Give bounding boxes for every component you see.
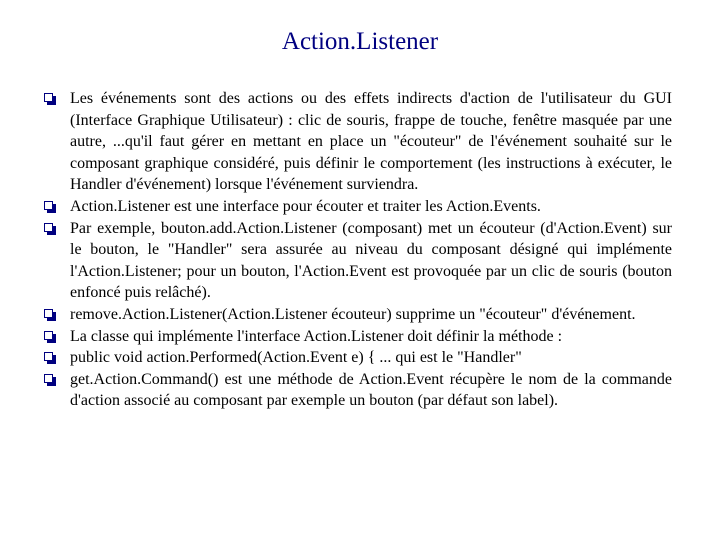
bullet-item — [44, 347, 672, 369]
bullet-text: Action.Listener est une interface pour écouter et traiter les Action.Events. — [70, 197, 541, 215]
slide-title: Action.Listener — [281, 28, 439, 55]
bullet-list — [44, 88, 672, 412]
bullet-item — [44, 88, 672, 196]
square-bullet-icon — [44, 223, 53, 232]
square-bullet-icon — [44, 309, 53, 318]
bullet-text: public void action.Performed(Action.Event e) { ... qui est le "Handler" — [70, 349, 522, 367]
square-bullet-icon — [44, 201, 53, 210]
bullet-text: Les événements sont des actions ou des effets indirects d'action de l'utilisateur du GUI (Interface Graphique Utilisateur) : clic de souris, frappe de touche, fenêtre masquée par une autre, ...qu'il faut gérer en mettant en place un "écouteur" de l'événement souhaité sur le composant graphique considéré, puis définir le comportement (les instructions à exécuter, le Handler d'événement) lorsque l'événement surviendra. — [70, 90, 672, 194]
square-bullet-icon — [44, 93, 53, 102]
bullet-item — [44, 369, 672, 412]
square-bullet-icon — [44, 352, 53, 361]
square-bullet-icon — [44, 331, 53, 340]
bullet-text: remove.Action.Listener(Action.Listener écouteur) supprime un "écouteur" d'événement. — [70, 305, 636, 323]
bullet-item — [44, 304, 672, 326]
bullet-text: Par exemple, bouton.add.Action.Listener (composant) met un écouteur (d'Action.Event) sur le bouton, le "Handler" sera assurée au niveau du composant désigné qui implémente l'Action.Listener; pour un bouton, l'Action.Event est provoquée par un clic de souris (bouton enfoncé puis relâché). — [70, 219, 672, 302]
bullet-item — [44, 196, 672, 218]
bullet-text: La classe qui implémente l'interface Action.Listener doit définir la méthode : — [70, 327, 563, 345]
square-bullet-icon — [44, 374, 53, 383]
bullet-item — [44, 326, 672, 348]
bullet-text: get.Action.Command() est une méthode de Action.Event récupère le nom de la commande d'action associé au composant par exemple un bouton (par défaut son label). — [70, 370, 672, 410]
bullet-item — [44, 218, 672, 304]
